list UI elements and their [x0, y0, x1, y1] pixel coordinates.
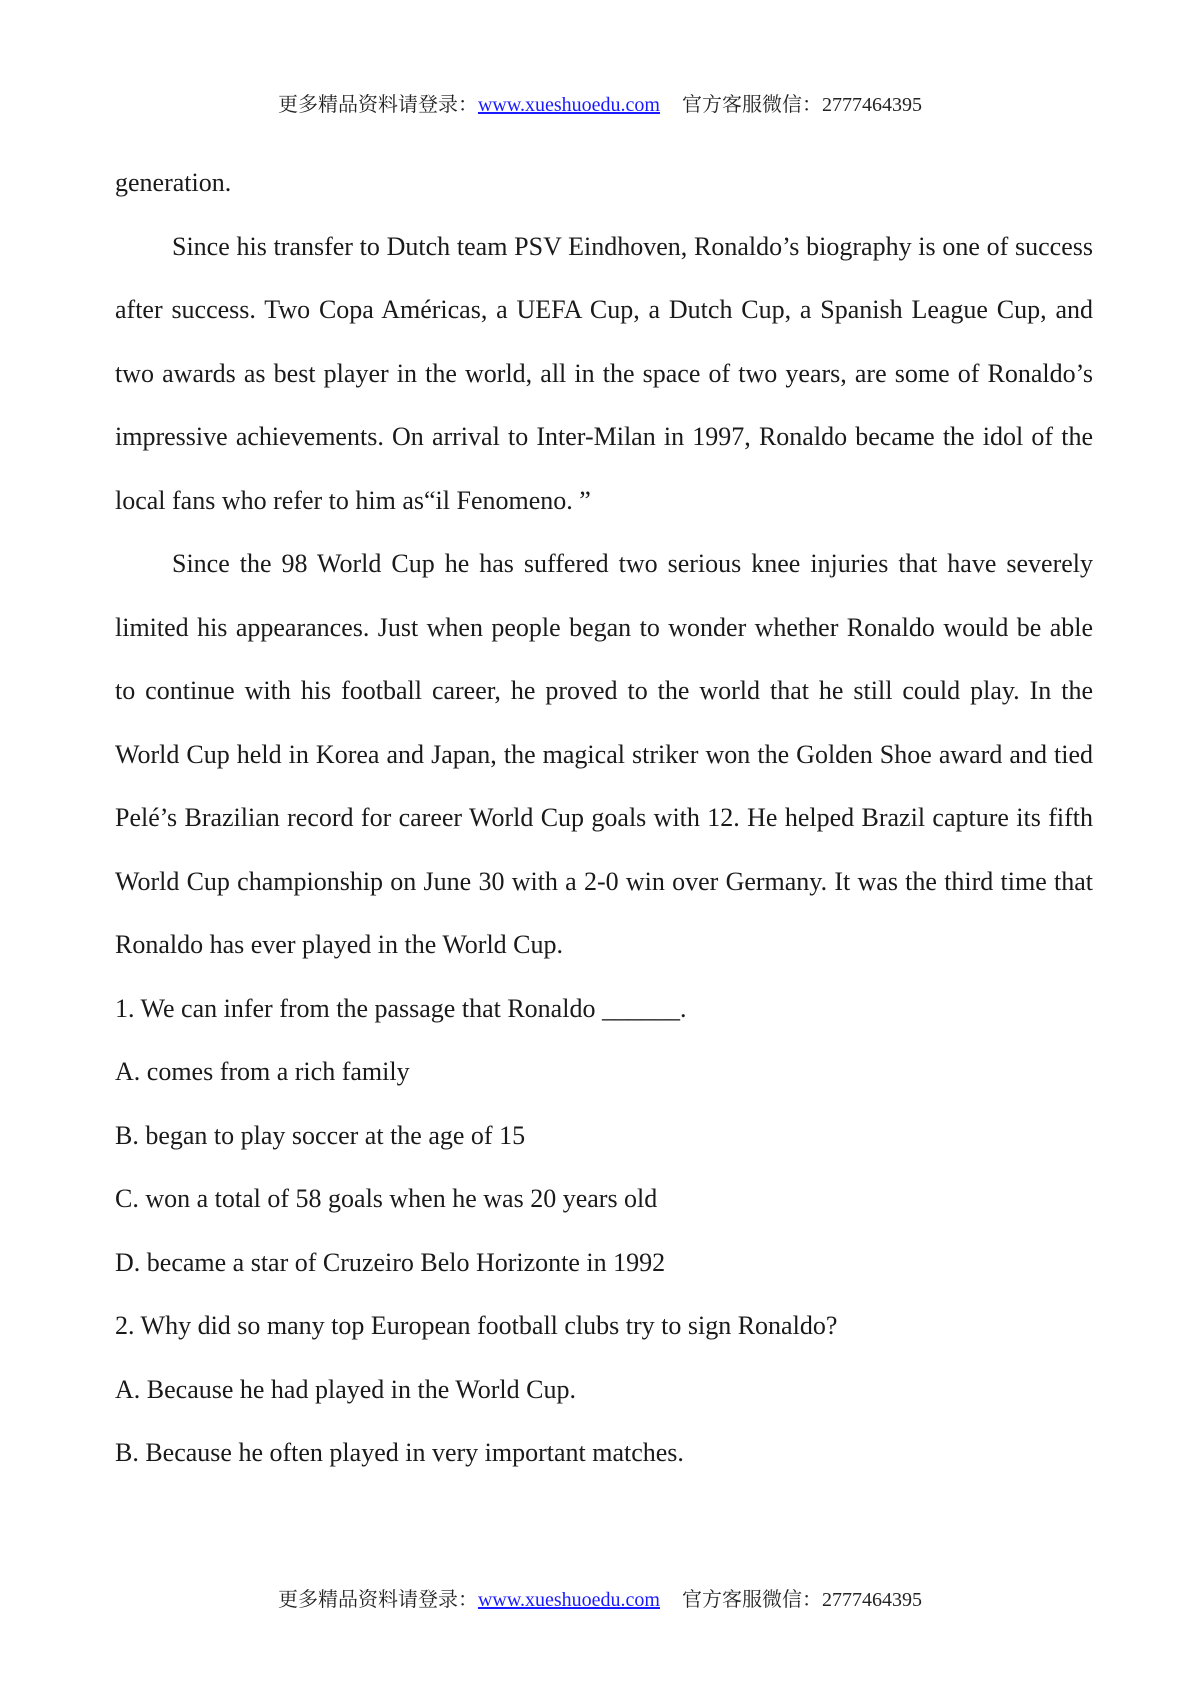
page-footer: [0, 1583, 1200, 1612]
passage-continuation: generation.: [115, 168, 232, 197]
footer-prefix: 更多精品资料请登录：: [277, 1589, 478, 1611]
header-website-link[interactable]: www.xueshuoedu.com: [477, 94, 660, 116]
question-2-option-b: B. Because he often played in very important matches.: [115, 1438, 684, 1467]
document-body: [115, 151, 1093, 1485]
question-1-option-b: B. began to play soccer at the age of 15: [115, 1120, 526, 1150]
question-1-option-a: A. comes from a rich family: [115, 1057, 410, 1086]
footer-service-contact: 官方客服微信：2777464395: [682, 1589, 922, 1611]
question-2-stem: 2. Why did so many top European football clubs try to sign Ronaldo?: [115, 1311, 838, 1340]
footer-website-link[interactable]: www.xueshuoedu.com: [477, 1589, 660, 1611]
passage-paragraph-3: Since the 98 World Cup he has suffered two serious knee injuries that have severely limited his appearances. Just when people began to wonder whether Ronaldo would be able to continue with his football career, he proved to the world that he still could play. In the World Cup held in Korea and Japan, the magical striker won the Golden Shoe award and tied Pelé’s Brazilian record for career World Cup goals with 12. He helped Brazil capture its fifth World Cup championship on June 30 with a 2-0 win over Germany. It was the third time that Ronaldo has ever played in the World Cup.: [115, 549, 1093, 959]
question-1-stem: 1. We can infer from the passage that Ronaldo ______.: [115, 993, 687, 1023]
header-prefix: 更多精品资料请登录：: [277, 94, 478, 116]
question-2-option-a: A. Because he had played in the World Cup.: [115, 1374, 576, 1404]
passage-paragraph-2: Since his transfer to Dutch team PSV Eindhoven, Ronaldo’s biography is one of success after success. Two Copa Américas, a UEFA Cup, a Dutch Cup, a Spanish League Cup, and two awards as best player in the world, all in the space of two years, are some of Ronaldo’s impressive achievements. On arrival to Inter-Milan in 1997, Ronaldo became the idol of the local fans who refer to him as“il Fenomeno. ”: [115, 231, 1093, 515]
page-header: [0, 88, 1200, 117]
question-1-option-d: D. became a star of Cruzeiro Belo Horizonte in 1992: [115, 1247, 666, 1277]
header-service-contact: 官方客服微信：2777464395: [682, 94, 922, 116]
question-1-option-c: C. won a total of 58 goals when he was 20 years old: [115, 1184, 658, 1213]
